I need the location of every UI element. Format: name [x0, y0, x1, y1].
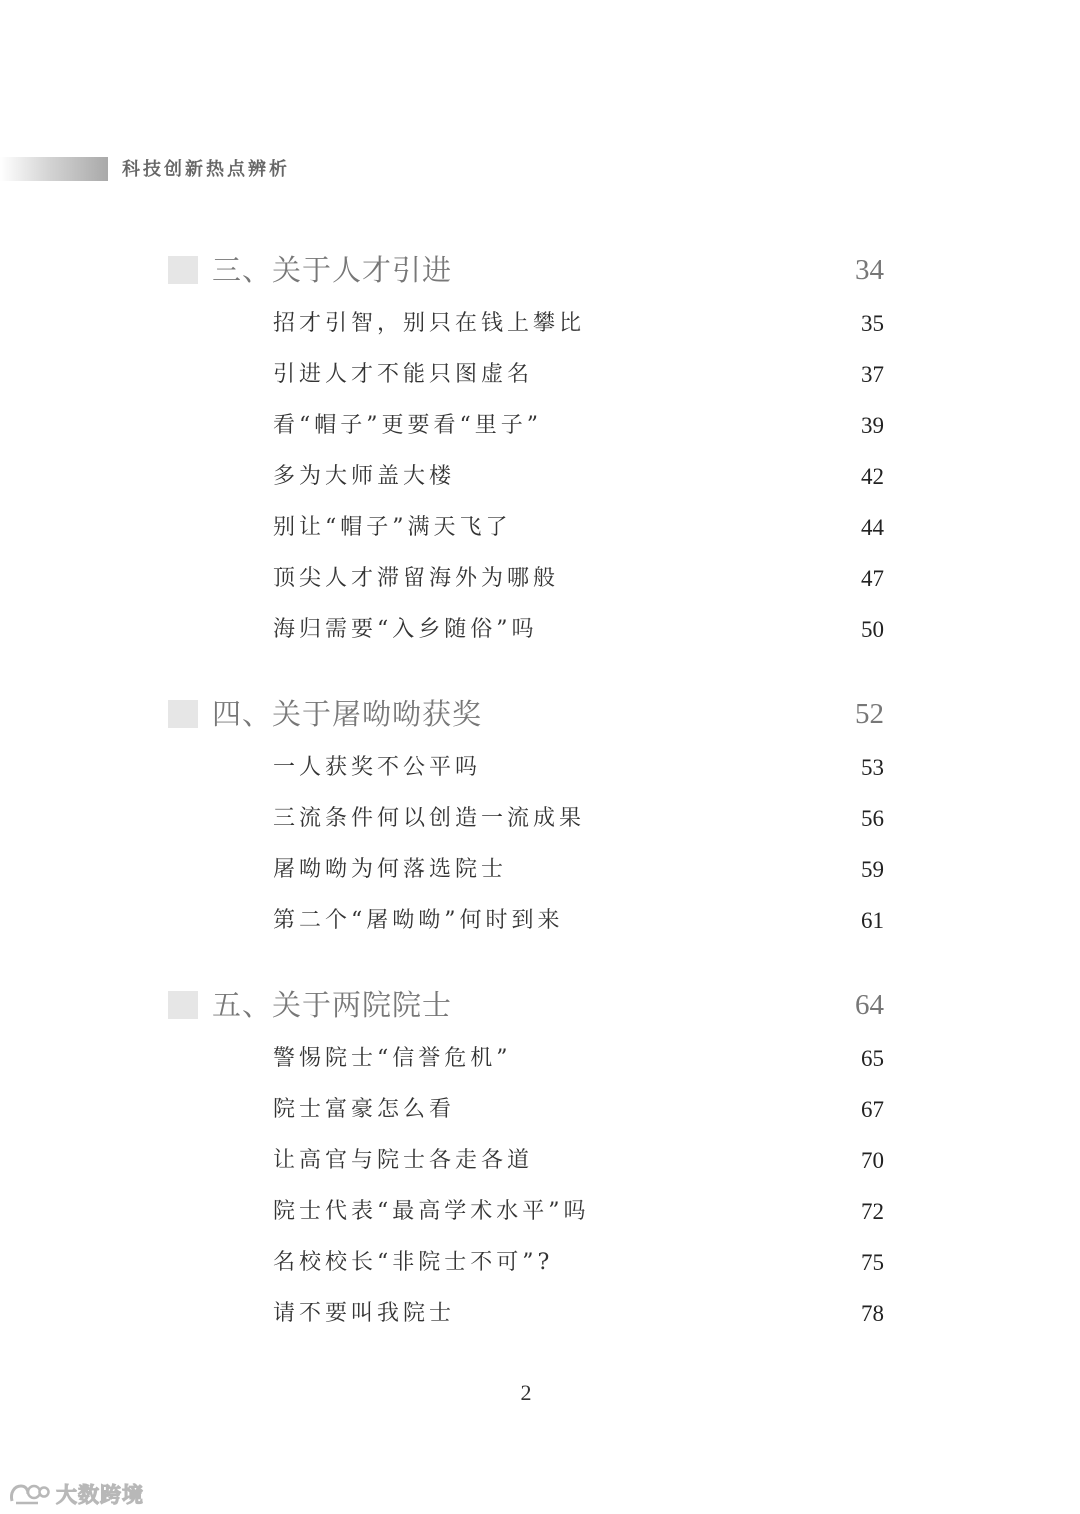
toc-entry[interactable] [273, 803, 888, 835]
toc-section-heading[interactable] [168, 987, 888, 1027]
section-title: 五、关于两院院士 [212, 988, 453, 1022]
watermark [8, 1478, 144, 1510]
entry-page-number: 70 [861, 1148, 884, 1173]
toc-entry[interactable] [273, 614, 888, 646]
section-title: 四、关于屠呦呦获奖 [212, 697, 483, 731]
toc-section-heading[interactable] [168, 696, 888, 736]
running-header-title: 科技创新热点辨析 [122, 159, 290, 180]
toc-section-heading[interactable] [168, 252, 888, 292]
toc-entry[interactable] [273, 1298, 888, 1330]
entry-page-number: 75 [861, 1250, 884, 1275]
toc-entry[interactable] [273, 1145, 888, 1177]
toc-entry[interactable] [273, 905, 888, 937]
entry-page-number: 53 [861, 755, 884, 780]
toc-entry[interactable] [273, 563, 888, 595]
toc-entry[interactable] [273, 308, 888, 340]
entry-title: 一人获奖不公平吗 [273, 755, 482, 780]
entry-title: 三流条件何以创造一流成果 [273, 806, 586, 831]
section-page-number: 64 [855, 989, 884, 1021]
entry-title: 警惕院士“信誉危机” [273, 1046, 512, 1071]
entry-page-number: 78 [861, 1301, 884, 1326]
toc-entry[interactable] [273, 512, 888, 544]
entry-title: 引进人才不能只图虚名 [273, 362, 534, 387]
entry-page-number: 61 [861, 908, 884, 933]
entry-title: 让高官与院士各走各道 [273, 1148, 534, 1173]
entry-title: 名校校长“非院士不可”? [273, 1250, 554, 1275]
entry-page-number: 72 [861, 1199, 884, 1224]
section-title: 三、关于人才引进 [212, 253, 453, 287]
entry-title: 院士代表“最高学术水平”吗 [273, 1199, 590, 1224]
section-page-number: 52 [855, 698, 884, 730]
entry-title: 院士富豪怎么看 [273, 1097, 456, 1122]
toc-entry[interactable] [273, 461, 888, 493]
watermark-logo-icon [8, 1481, 50, 1507]
toc-entry[interactable] [273, 854, 888, 886]
entry-title: 第二个“屠呦呦”何时到来 [273, 908, 564, 933]
section-page-number: 34 [855, 254, 884, 286]
entry-page-number: 47 [861, 566, 884, 591]
toc-entry[interactable] [273, 752, 888, 784]
entry-page-number: 50 [861, 617, 884, 642]
entry-title: 顶尖人才滞留海外为哪般 [273, 566, 560, 591]
toc-entry[interactable] [273, 1247, 888, 1279]
watermark-text: 大数跨境 [56, 1483, 144, 1507]
toc-entry[interactable] [273, 359, 888, 391]
entry-title: 海归需要“入乡随俗”吗 [273, 617, 538, 642]
entry-title: 多为大师盖大楼 [273, 464, 456, 489]
entry-title: 屠呦呦为何落选院士 [273, 857, 508, 882]
entry-page-number: 67 [861, 1097, 884, 1122]
entry-page-number: 42 [861, 464, 884, 489]
entry-page-number: 56 [861, 806, 884, 831]
entry-title: 别让“帽子”满天飞了 [273, 515, 512, 540]
toc-entry[interactable] [273, 410, 888, 442]
section-marker-square [168, 991, 198, 1019]
entry-title: 招才引智，别只在钱上攀比 [273, 311, 586, 336]
entry-page-number: 35 [861, 311, 884, 336]
entry-page-number: 39 [861, 413, 884, 438]
toc-entry[interactable] [273, 1196, 888, 1228]
entry-title: 看“帽子”更要看“里子” [273, 413, 542, 438]
entry-page-number: 59 [861, 857, 884, 882]
entry-page-number: 65 [861, 1046, 884, 1071]
toc-entry[interactable] [273, 1043, 888, 1075]
section-marker-square [168, 256, 198, 284]
entry-title: 请不要叫我院士 [273, 1301, 456, 1326]
page-number: 2 [520, 1380, 532, 1405]
toc-entry[interactable] [273, 1094, 888, 1126]
entry-page-number: 44 [861, 515, 884, 540]
section-marker-square [168, 700, 198, 728]
entry-page-number: 37 [861, 362, 884, 387]
